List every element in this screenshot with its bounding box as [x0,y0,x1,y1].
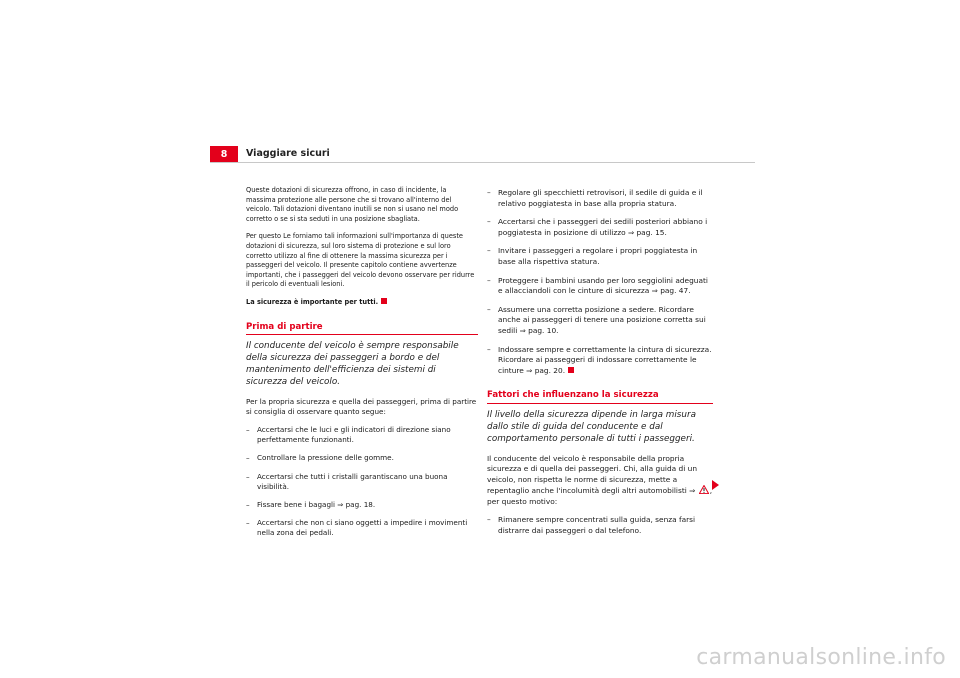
section-lead-prima-di-partire: Il conducente del veicolo è sempre responsabile della sicurezza dei passeggeri a bordo e del mantenimento dell'efficienza dei sistemi di sicurezza del veicolo. [246,340,459,388]
checklist-fattori [487,515,713,536]
list-item: – Accertarsi che i passeggeri dei sedili posteriori abbiano i poggiatesta in posizione di utilizzo ⇒ pag. 15. [487,217,713,238]
warning-triangle-icon [699,485,709,494]
watermark: carmanualsonline.info [696,645,946,670]
intro-bold-line [246,298,478,308]
list-item-text: Indossare sempre e correttamente la cintura di sicurezza. Ricordare ai passeggeri di indossare correttamente le cinture ⇒ pag. 20. [498,344,712,375]
paragraph-text-before: Il conducente del veicolo è responsabile della propria sicurezza e di quella dei passeggeri. Chi, alla guida di un veicolo, non rispetta le norme di sicurezza, mette a repentaglio anche l'incolumità degli altri automobilisti ⇒ [487,453,698,496]
list-item: – Rimanere sempre concentrati sulla guida, senza farsi distrarre dai passeggeri o dal telefono. [487,515,713,536]
list-item: – Accertarsi che non ci siano oggetti a impedire i movimenti nella zona dei pedali. [246,518,478,538]
list-item: – Invitare i passeggeri a regolare i propri poggiatesta in base alla rispettiva statura. [487,246,713,267]
section-paragraph-fattori [487,454,713,508]
header-title: Viaggiare sicuri [246,148,330,159]
intro-paragraph-1: Queste dotazioni di sicurezza offrono, in caso di incidente, la massima protezione alle persone che si trovano all'interno del veicolo. Tali dotazioni diventano inutili se non si usano nel modo corretto o se si sta seduti in una posizione sbagliata. [246,186,459,223]
section-paragraph-prima-di-partire: Per la propria sicurezza e quella dei passeggeri, prima di partire si consiglia di osservare quanto segue: [246,396,477,416]
header-divider [210,162,755,163]
paragraph-text-after: , per questo motivo: [487,486,713,506]
checklist-left [246,425,478,539]
end-of-section-icon [381,298,387,304]
end-of-section-icon [568,367,574,373]
left-column [246,186,478,547]
list-item: – Accertarsi che le luci e gli indicatori di direzione siano perfettamente funzionanti. [246,425,478,445]
section-heading-prima-di-partire: Prima di partire [246,322,478,335]
continue-arrow-icon [712,480,719,490]
section-lead-fattori: Il livello della sicurezza dipende in larga misura dallo stile di guida del conducente e dal comportamento personale di tutti i passeggeri. [487,409,696,445]
list-item: – Accertarsi che tutti i cristalli garantiscano una buona visibilità. [246,472,478,492]
list-item: – Fissare bene i bagagli ⇒ pag. 18. [246,500,478,510]
intro-bold-text: La sicurezza è importante per tutti. [246,297,379,306]
list-item-last [487,345,713,377]
list-item: – Proteggere i bambini usando per loro seggiolini adeguati e allacciandoli con le cinture di sicurezza ⇒ pag. 47. [487,276,713,297]
section-heading-fattori: Fattori che influenzano la sicurezza [487,390,713,404]
right-column [487,188,713,545]
list-item: – Controllare la pressione delle gomme. [246,453,478,463]
intro-paragraph-2: Per questo Le forniamo tali informazioni sull'importanza di queste dotazioni di sicurezza, sul loro sistema di protezione e sul loro corretto utilizzo al fine di ottenere la massima sicurezza per i passeggeri del veicolo. Il presente capitolo contiene avvertenze importanti, che i passeggeri del veicolo devono osservare per ridurre il pericolo di eventuali lesioni. [246,232,475,289]
list-item: – Regolare gli specchietti retrovisori, il sedile di guida e il relativo poggiatesta in base alla propria statura. [487,188,713,209]
page-number: 8 [210,146,238,163]
checklist-right [487,188,713,376]
list-item: – Assumere una corretta posizione a sedere. Ricordare anche ai passeggeri di tenere una posizione corretta sui sedili ⇒ pag. 10. [487,305,713,337]
